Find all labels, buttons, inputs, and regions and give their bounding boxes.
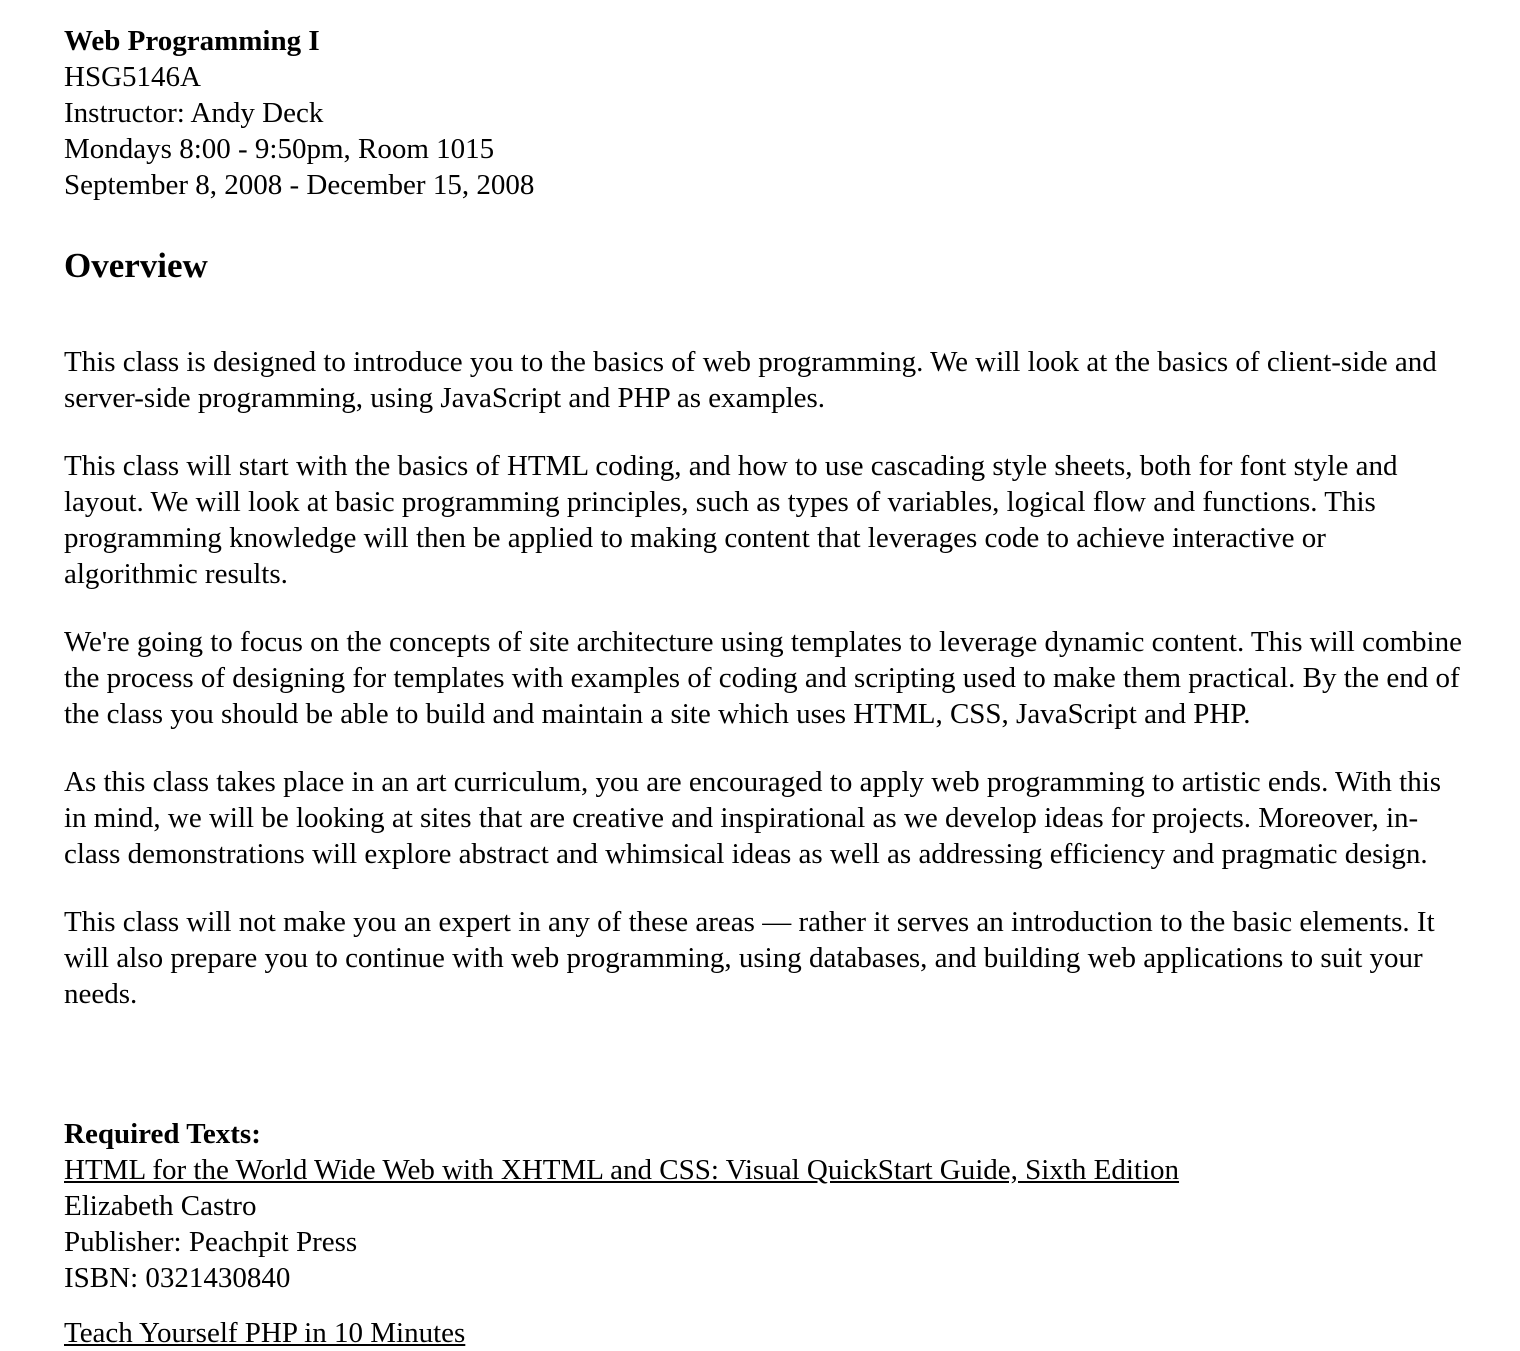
schedule: Mondays 8:00 - 9:50pm, Room 1015 <box>64 133 495 165</box>
course-header <box>64 23 1464 203</box>
book-title-link[interactable]: Teach Yourself PHP in 10 Minutes <box>64 1317 466 1349</box>
overview-paragraph: This class will start with the basics of HTML coding, and how to use cascading style sheets, both for font style and layout. We will look at basic programming principles, such as types of variables, logical flow and functions. This programming knowledge will then be applied to making content that leverages code to achieve interactive or algorithmic results. <box>64 450 1398 590</box>
course-code: HSG5146A <box>64 61 201 93</box>
overview-section <box>64 344 1464 1044</box>
syllabus-page <box>64 23 1464 1349</box>
overview-paragraph: This class will not make you an expert in any of these areas — rather it serves an introduction to the basic elements. It will also prepare you to continue with web programming, using databases, and building web applications to suit your needs. <box>64 906 1435 1010</box>
required-texts-section <box>64 1116 1464 1296</box>
book-isbn: ISBN: 0321430840 <box>64 1262 291 1294</box>
course-dates: September 8, 2008 - December 15, 2008 <box>64 169 535 201</box>
book-publisher: Publisher: Peachpit Press <box>64 1226 358 1258</box>
overview-paragraph: As this class takes place in an art curriculum, you are encouraged to apply web programming to artistic ends. With this in mind, we will be looking at sites that are creative and inspirational as we develop ideas for projects. Moreover, in-class demonstrations will explore abstract and whimsical ideas as well as addressing efficiency and pragmatic design. <box>64 766 1442 870</box>
instructor: Instructor: Andy Deck <box>64 97 324 129</box>
required-texts-label: Required Texts: <box>64 1118 261 1150</box>
book-title-link[interactable]: HTML for the World Wide Web with XHTML and CSS: Visual QuickStart Guide, Sixth Edition <box>64 1154 1180 1186</box>
course-title: Web Programming I <box>64 25 320 57</box>
overview-heading: Overview <box>64 246 208 285</box>
book-author: Elizabeth Castro <box>64 1190 257 1222</box>
overview-paragraph: This class is designed to introduce you to the basics of web programming. We will look at the basics of client-side and server-side programming, using JavaScript and PHP as examples. <box>64 346 1437 414</box>
overview-paragraph: We're going to focus on the concepts of site architecture using templates to leverage dynamic content. This will combine the process of designing for templates with examples of coding and scripting used to make them practical. By the end of the class you should be able to build and maintain a site which uses HTML, CSS, JavaScript and PHP. <box>64 626 1462 730</box>
